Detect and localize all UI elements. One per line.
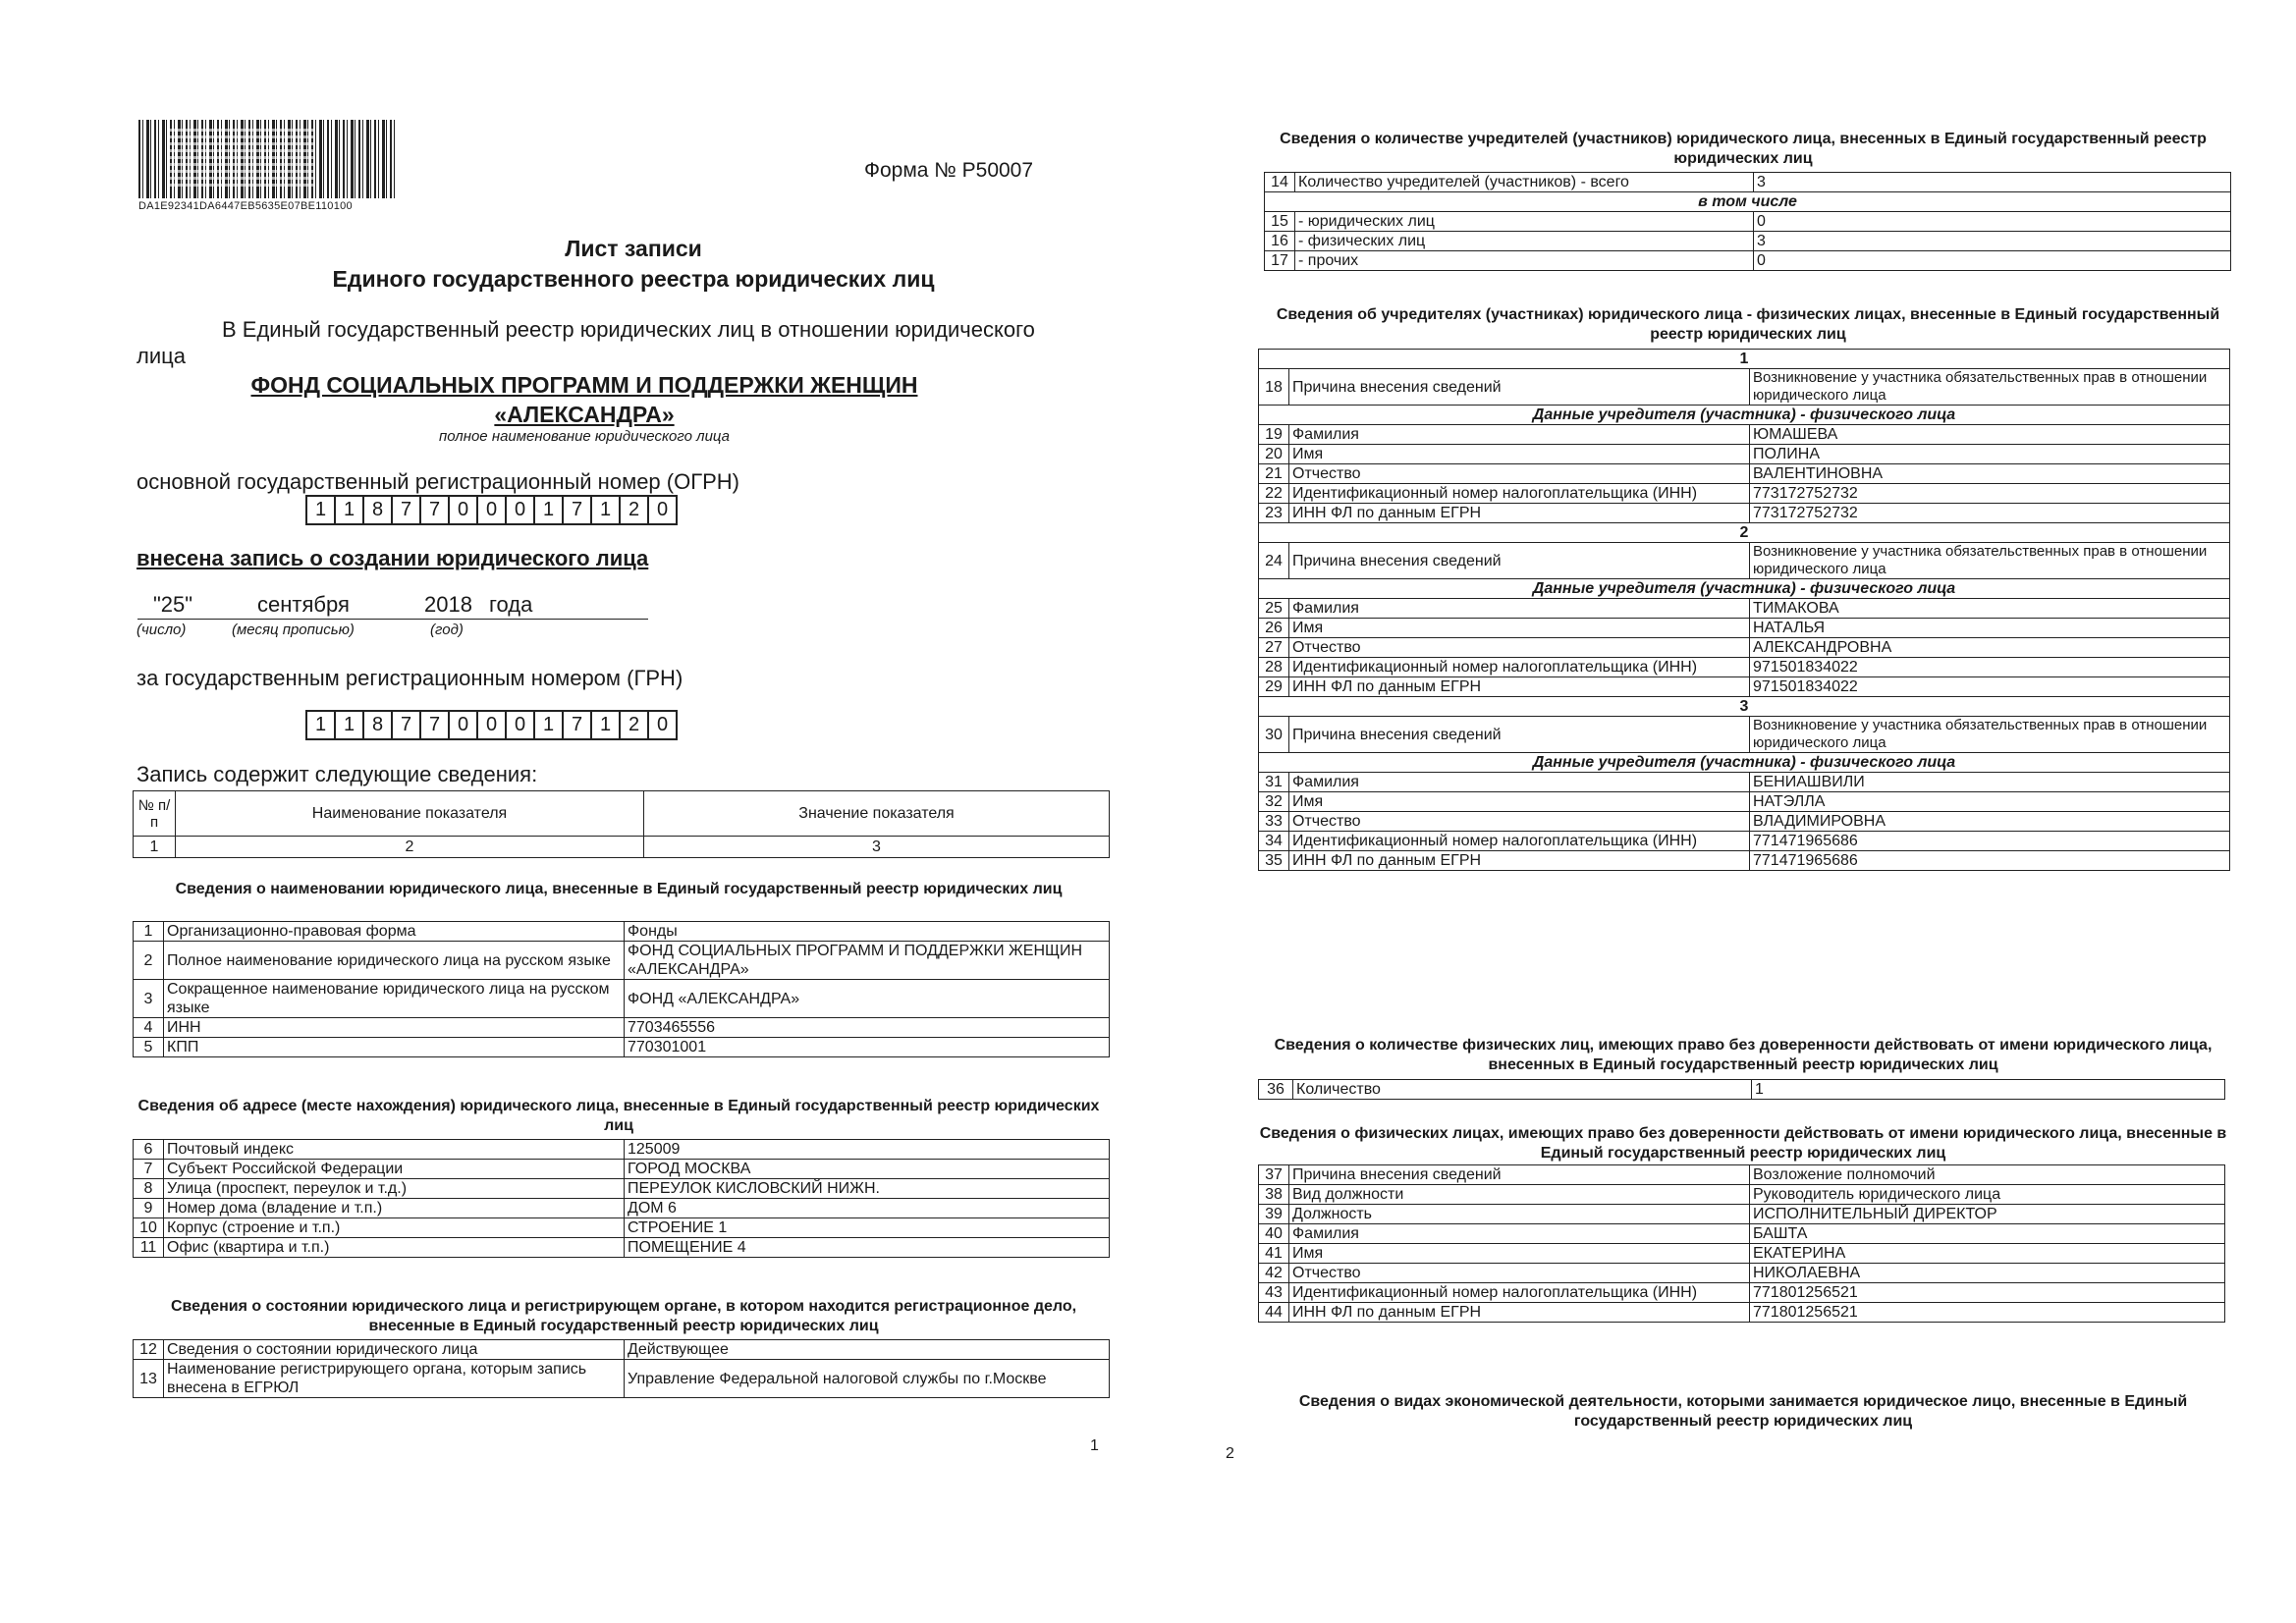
row-value: ТИМАКОВА (1750, 599, 2230, 619)
grn-digit: 1 (307, 712, 336, 738)
table-row (134, 1038, 1110, 1057)
row-number: 24 (1259, 543, 1289, 579)
barcode-code: DA1E92341DA6447EB5635E07BE110100 (138, 200, 353, 212)
table-row (1259, 369, 2230, 406)
contents-label: Запись содержит следующие сведения: (137, 762, 538, 786)
table-row (1259, 717, 2230, 753)
row-value: 125009 (625, 1140, 1110, 1160)
row-label: - прочих (1295, 251, 1754, 271)
row-label: Количество (1293, 1080, 1752, 1100)
table-row (1259, 697, 2230, 717)
row-value: НИКОЛАЕВНА (1750, 1264, 2225, 1283)
row-number: 35 (1259, 851, 1289, 871)
table-row (134, 791, 1110, 837)
grn-label: за государственным регистрационным номером (ГРН) (137, 666, 683, 690)
row-number: 43 (1259, 1283, 1289, 1303)
table-row (134, 1218, 1110, 1238)
row-value: 773172752732 (1750, 504, 2230, 523)
row-value: ЕКАТЕРИНА (1750, 1244, 2225, 1264)
grn-digit: 8 (364, 712, 393, 738)
row-value: Возникновение у участника обязательственных прав в отношении юридического лица (1750, 369, 2230, 406)
row-label: Имя (1289, 1244, 1750, 1264)
row-number: 9 (134, 1199, 164, 1218)
grn-digit: 7 (564, 712, 592, 738)
row-number: 36 (1259, 1080, 1293, 1100)
row-label: - юридических лиц (1295, 212, 1754, 232)
row-number: 29 (1259, 677, 1289, 697)
col-value-index: 3 (644, 837, 1110, 858)
table-row (134, 1140, 1110, 1160)
row-number: 30 (1259, 717, 1289, 753)
table-row (1259, 1080, 2225, 1100)
founder-data-label: Данные учредителя (участника) - физического лица (1259, 579, 2230, 599)
founder-data-label: Данные учредителя (участника) - физического лица (1259, 406, 2230, 425)
row-number: 27 (1259, 638, 1289, 658)
row-number: 41 (1259, 1244, 1289, 1264)
table-row (1259, 484, 2230, 504)
row-value: Фонды (625, 922, 1110, 942)
row-label: Имя (1289, 445, 1750, 464)
table-row (1259, 1264, 2225, 1283)
table-row (1265, 232, 2231, 251)
table-row (1259, 464, 2230, 484)
row-value: Возникновение у участника обязательственных прав в отношении юридического лица (1750, 543, 2230, 579)
table-row (1259, 677, 2230, 697)
founder-count-table (1264, 172, 2231, 271)
row-label: Количество учредителей (участников) - всего (1295, 173, 1754, 192)
row-number: 1 (134, 922, 164, 942)
row-value: Возложение полномочий (1750, 1165, 2225, 1185)
grn-digit-boxes (305, 710, 678, 740)
row-value: ДОМ 6 (625, 1199, 1110, 1218)
row-number: 32 (1259, 792, 1289, 812)
row-label: Сведения о состоянии юридического лица (164, 1340, 625, 1360)
row-value: 7703465556 (625, 1018, 1110, 1038)
row-label: Идентификационный номер налогоплательщика (ИНН) (1289, 484, 1750, 504)
row-number: 7 (134, 1160, 164, 1179)
col-no-header: № п/п (134, 791, 176, 837)
row-number: 19 (1259, 425, 1289, 445)
date-month-caption: (месяц прописью) (232, 622, 355, 638)
date-year-caption: (год) (430, 622, 464, 638)
row-label: Имя (1289, 619, 1750, 638)
row-label: ИНН (164, 1018, 625, 1038)
row-label: Причина внесения сведений (1289, 717, 1750, 753)
org-full-name (196, 370, 972, 429)
founder-index: 3 (1259, 697, 2230, 717)
page-title: Лист записи (565, 236, 702, 261)
ogrn-label: основной государственный регистрационный номер (ОГРН) (137, 469, 740, 494)
row-value: 771801256521 (1750, 1283, 2225, 1303)
grn-digit: 0 (450, 712, 478, 738)
table-row (1259, 619, 2230, 638)
row-label: Должность (1289, 1205, 1750, 1224)
row-value: НАТЭЛЛА (1750, 792, 2230, 812)
row-label: Улица (проспект, переулок и т.д.) (164, 1179, 625, 1199)
date-year-suffix: года (489, 592, 533, 617)
row-value: 971501834022 (1750, 677, 2230, 697)
row-label: Отчество (1289, 464, 1750, 484)
row-value: ПЕРЕУЛОК КИСЛОВСКИЙ НИЖН. (625, 1179, 1110, 1199)
table-row (1259, 773, 2230, 792)
table-row (1259, 832, 2230, 851)
row-number: 15 (1265, 212, 1295, 232)
row-label: Фамилия (1289, 425, 1750, 445)
row-label: Отчество (1289, 638, 1750, 658)
table-row (1265, 251, 2231, 271)
table-row (134, 1238, 1110, 1258)
row-number: 13 (134, 1360, 164, 1398)
row-label: ИНН ФЛ по данным ЕГРН (1289, 851, 1750, 871)
row-value: БЕНИАШВИЛИ (1750, 773, 2230, 792)
date-day: "25" (153, 592, 193, 617)
table-row (134, 922, 1110, 942)
ogrn-digit: 7 (564, 497, 592, 523)
row-value: 770301001 (625, 1038, 1110, 1057)
row-label: Корпус (строение и т.п.) (164, 1218, 625, 1238)
ogrn-digit: 7 (421, 497, 450, 523)
row-value: ВАЛЕНТИНОВНА (1750, 464, 2230, 484)
col-name-index: 2 (176, 837, 644, 858)
row-number: 25 (1259, 599, 1289, 619)
row-value: АЛЕКСАНДРОВНА (1750, 638, 2230, 658)
row-label: Отчество (1289, 812, 1750, 832)
row-label: Номер дома (владение и т.п.) (164, 1199, 625, 1218)
row-value: 3 (1754, 173, 2231, 192)
founder-index: 2 (1259, 523, 2230, 543)
row-value: 771471965686 (1750, 832, 2230, 851)
table-row (134, 1179, 1110, 1199)
table-row (1259, 1244, 2225, 1264)
row-number: 39 (1259, 1205, 1289, 1224)
row-value: ФОНД СОЦИАЛЬНЫХ ПРОГРАММ И ПОДДЕРЖКИ ЖЕНЩИН «АЛЕКСАНДРА» (625, 942, 1110, 980)
founder-data-label: Данные учредителя (участника) - физического лица (1259, 753, 2230, 773)
row-value: ГОРОД МОСКВА (625, 1160, 1110, 1179)
row-value: ЮМАШЕВА (1750, 425, 2230, 445)
grn-digit: 7 (393, 712, 421, 738)
row-value: Руководитель юридического лица (1750, 1185, 2225, 1205)
row-value: 771801256521 (1750, 1303, 2225, 1323)
grn-digit: 1 (592, 712, 621, 738)
founder-index: 1 (1259, 350, 2230, 369)
row-value: 773172752732 (1750, 484, 2230, 504)
row-value: Возникновение у участника обязательственных прав в отношении юридического лица (1750, 717, 2230, 753)
row-number: 44 (1259, 1303, 1289, 1323)
ogrn-digit: 1 (307, 497, 336, 523)
row-number: 42 (1259, 1264, 1289, 1283)
table-row (1259, 851, 2230, 871)
table-row (1259, 523, 2230, 543)
row-value: 971501834022 (1750, 658, 2230, 677)
section-title-activity: Сведения о видах экономической деятельности, которыми занимается юридическое лицо, внесенные в Единый государственный реестр юридических лиц (1298, 1393, 2188, 1430)
date-day-caption: (число) (137, 622, 187, 638)
table-row (1265, 173, 2231, 192)
section-title-founder-count: Сведения о количестве учредителей (участников) юридического лица, внесенных в Единый государственный реестр юридических лиц (1280, 131, 2207, 167)
row-label: Причина внесения сведений (1289, 1165, 1750, 1185)
row-label: Организационно-правовая форма (164, 922, 625, 942)
table-row (1259, 579, 2230, 599)
barcode-image (138, 120, 396, 198)
table-row (1259, 1165, 2225, 1185)
row-value: 3 (1754, 232, 2231, 251)
row-label: ИНН ФЛ по данным ЕГРН (1289, 504, 1750, 523)
row-number: 14 (1265, 173, 1295, 192)
row-number: 17 (1265, 251, 1295, 271)
ogrn-digit: 7 (393, 497, 421, 523)
col-name-header: Наименование показателя (176, 791, 644, 837)
grn-digit: 1 (535, 712, 564, 738)
ogrn-digit: 0 (656, 499, 669, 520)
row-value: 771471965686 (1750, 851, 2230, 871)
row-label: Идентификационный номер налогоплательщика (ИНН) (1289, 832, 1750, 851)
table-row (134, 942, 1110, 980)
row-label: Субъект Российской Федерации (164, 1160, 625, 1179)
founders-table (1258, 349, 2230, 871)
row-label: Наименование регистрирующего органа, которым запись внесена в ЕГРЮЛ (164, 1360, 625, 1398)
authorized-table (1258, 1164, 2225, 1323)
table-row (134, 1018, 1110, 1038)
section-title-address: Сведения об адресе (месте нахождения) юридического лица, внесенные в Единый государственный реестр юридических лиц (137, 1098, 1100, 1134)
row-number: 23 (1259, 504, 1289, 523)
row-value: НАТАЛЬЯ (1750, 619, 2230, 638)
org-name-line1: ФОНД СОЦИАЛЬНЫХ ПРОГРАММ И ПОДДЕРЖКИ ЖЕНЩИН (250, 372, 918, 398)
row-number: 31 (1259, 773, 1289, 792)
table-row (1265, 212, 2231, 232)
page-number-2: 2 (1226, 1445, 1234, 1462)
page-number-1: 1 (1090, 1437, 1099, 1454)
row-label: Фамилия (1289, 773, 1750, 792)
table-row (1259, 425, 2230, 445)
row-number: 11 (134, 1238, 164, 1258)
row-label: Идентификационный номер налогоплательщика (ИНН) (1289, 658, 1750, 677)
grn-digit: 1 (336, 712, 364, 738)
row-label: Сокращенное наименование юридического лица на русском языке (164, 980, 625, 1018)
ogrn-digit: 2 (621, 497, 649, 523)
row-value: ПОМЕЩЕНИЕ 4 (625, 1238, 1110, 1258)
table-row (1259, 599, 2230, 619)
table-row (1259, 1185, 2225, 1205)
table-row (1259, 1224, 2225, 1244)
date-year: 2018 (424, 592, 472, 617)
grn-digit: 2 (621, 712, 649, 738)
row-label: - физических лиц (1295, 232, 1754, 251)
row-label: Фамилия (1289, 1224, 1750, 1244)
row-value: ПОЛИНА (1750, 445, 2230, 464)
row-label: Фамилия (1289, 599, 1750, 619)
ogrn-digit-boxes (305, 495, 678, 525)
page-subtitle: Единого государственного реестра юридических лиц (332, 266, 935, 292)
grn-digit: 7 (421, 712, 450, 738)
row-number: 38 (1259, 1185, 1289, 1205)
section-title-name: Сведения о наименовании юридического лица, внесенные в Единый государственный реестр юридических лиц (175, 881, 1063, 897)
table-row (1259, 638, 2230, 658)
row-value: 1 (1752, 1080, 2225, 1100)
row-number: 5 (134, 1038, 164, 1057)
row-value: Действующее (625, 1340, 1110, 1360)
table-row (1259, 504, 2230, 523)
row-label: Причина внесения сведений (1289, 543, 1750, 579)
row-number: 8 (134, 1179, 164, 1199)
record-type: внесена запись о создании юридического лица (137, 546, 649, 570)
ogrn-digit: 0 (507, 497, 535, 523)
row-label: ИНН ФЛ по данным ЕГРН (1289, 1303, 1750, 1323)
row-value: ФОНД «АЛЕКСАНДРА» (625, 980, 1110, 1018)
name-table (133, 921, 1110, 1057)
row-number: 37 (1259, 1165, 1289, 1185)
table-row (134, 1199, 1110, 1218)
row-label: Почтовый индекс (164, 1140, 625, 1160)
table-row (1265, 192, 2231, 212)
row-number: 6 (134, 1140, 164, 1160)
row-label: Офис (квартира и т.п.) (164, 1238, 625, 1258)
row-label: Имя (1289, 792, 1750, 812)
row-number: 12 (134, 1340, 164, 1360)
row-value: СТРОЕНИЕ 1 (625, 1218, 1110, 1238)
intro-text-cont: лица (137, 344, 186, 368)
grn-digit: 0 (656, 714, 669, 735)
row-number: 33 (1259, 812, 1289, 832)
table-row (1259, 1303, 2225, 1323)
table-row (134, 1340, 1110, 1360)
row-label: Идентификационный номер налогоплательщика (ИНН) (1289, 1283, 1750, 1303)
address-table (133, 1139, 1110, 1258)
section-title-authorized-count: Сведения о количестве физических лиц, имеющих право без доверенности действовать от имени юридического лица, внесенных в Единый государственный реестр юридических лиц (1274, 1037, 2213, 1073)
table-row (134, 980, 1110, 1018)
form-number: Форма № Р50007 (864, 159, 1034, 182)
table-row (1259, 792, 2230, 812)
row-value: 0 (1754, 212, 2231, 232)
table-row (1259, 1283, 2225, 1303)
row-label: Вид должности (1289, 1185, 1750, 1205)
col-value-header: Значение показателя (644, 791, 1110, 837)
row-value: 0 (1754, 251, 2231, 271)
row-number: 40 (1259, 1224, 1289, 1244)
row-number: 21 (1259, 464, 1289, 484)
table-row (1259, 1205, 2225, 1224)
table-row (1259, 350, 2230, 369)
row-label: Полное наименование юридического лица на русском языке (164, 942, 625, 980)
row-value: ВЛАДИМИРОВНА (1750, 812, 2230, 832)
including-label: в том числе (1265, 192, 2231, 212)
table-row (134, 837, 1110, 858)
header-table (133, 790, 1110, 858)
ogrn-digit: 0 (478, 497, 507, 523)
table-row (134, 1360, 1110, 1398)
ogrn-digit: 0 (450, 497, 478, 523)
ogrn-digit: 1 (336, 497, 364, 523)
table-row (1259, 658, 2230, 677)
row-number: 20 (1259, 445, 1289, 464)
table-row (1259, 812, 2230, 832)
row-number: 18 (1259, 369, 1289, 406)
org-name-caption: полное наименование юридического лица (438, 428, 731, 445)
state-table (133, 1339, 1110, 1398)
intro-text: В Единый государственный реестр юридических лиц в отношении юридического (222, 317, 1035, 342)
date-underline (137, 619, 648, 620)
row-label: КПП (164, 1038, 625, 1057)
row-label: ИНН ФЛ по данным ЕГРН (1289, 677, 1750, 697)
row-number: 10 (134, 1218, 164, 1238)
row-value: ИСПОЛНИТЕЛЬНЫЙ ДИРЕКТОР (1750, 1205, 2225, 1224)
table-row (1259, 406, 2230, 425)
row-number: 16 (1265, 232, 1295, 251)
row-value: БАШТА (1750, 1224, 2225, 1244)
table-row (134, 1160, 1110, 1179)
ogrn-digit: 1 (592, 497, 621, 523)
grn-digit: 0 (478, 712, 507, 738)
row-label: Причина внесения сведений (1289, 369, 1750, 406)
row-number: 3 (134, 980, 164, 1018)
grn-digit: 0 (507, 712, 535, 738)
org-name-line2: «АЛЕКСАНДРА» (494, 402, 675, 427)
row-number: 28 (1259, 658, 1289, 677)
ogrn-digit: 8 (364, 497, 393, 523)
row-label: Отчество (1289, 1264, 1750, 1283)
section-title-authorized: Сведения о физических лицах, имеющих право без доверенности действовать от имени юридического лица, внесенные в Единый государственный реестр юридических лиц (1259, 1125, 2227, 1162)
row-number: 26 (1259, 619, 1289, 638)
row-number: 4 (134, 1018, 164, 1038)
table-row (1259, 753, 2230, 773)
row-number: 2 (134, 942, 164, 980)
row-number: 22 (1259, 484, 1289, 504)
ogrn-digit: 1 (535, 497, 564, 523)
section-title-state: Сведения о состоянии юридического лица и регистрирующем органе, в котором находится регистрационное дело, внесенные в Единый государственный реестр юридических лиц (170, 1298, 1077, 1334)
row-value: Управление Федеральной налоговой службы по г.Москве (625, 1360, 1110, 1398)
col-no-index: 1 (134, 837, 176, 858)
date-month: сентября (257, 592, 350, 617)
row-number: 34 (1259, 832, 1289, 851)
authorized-count-table (1258, 1079, 2225, 1100)
section-title-founders: Сведения об учредителях (участниках) юридического лица - физических лицах, внесенные в Единый государственный реестр юридических лиц (1276, 306, 2220, 343)
table-row (1259, 543, 2230, 579)
table-row (1259, 445, 2230, 464)
